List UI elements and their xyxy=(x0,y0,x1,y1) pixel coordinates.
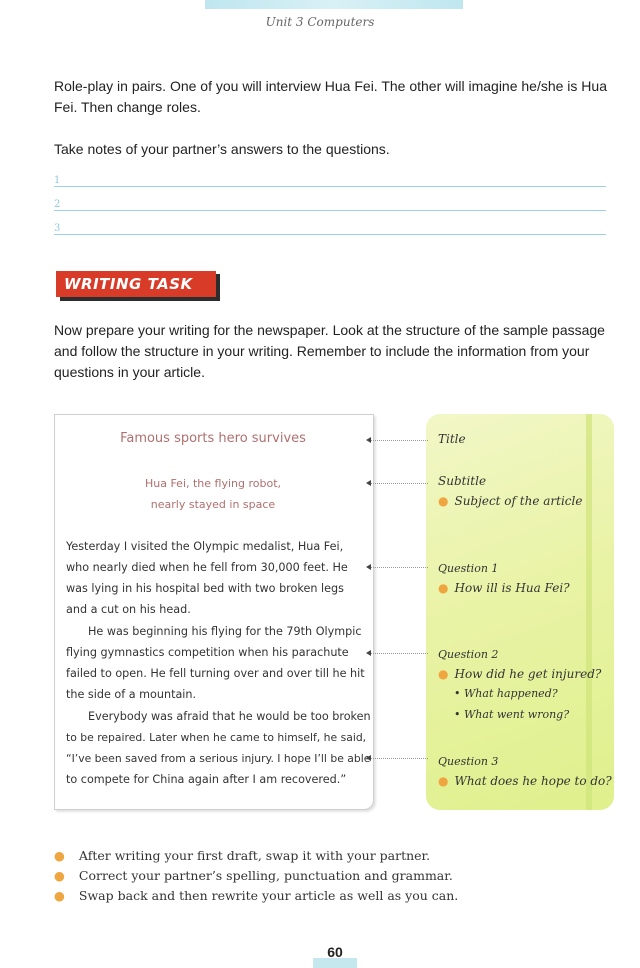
annotation-question-2: Question 2 xyxy=(438,648,499,661)
leader-arrow-question-1 xyxy=(368,567,428,568)
unit-header: Unit 3 Computers xyxy=(265,15,375,29)
sample-body-line: to compete for China again after I am recovered.” xyxy=(66,773,347,786)
annotation-subtitle: Subtitle xyxy=(438,474,487,488)
tip-bullet: ● Correct your partner’s spelling, punctuation and grammar. xyxy=(54,868,453,883)
writing-task-banner xyxy=(56,271,220,301)
sample-body-line: failed to open. He fell turning over and over till he hit xyxy=(66,667,365,680)
notes-line-1[interactable] xyxy=(54,170,606,187)
page-number: 60 xyxy=(327,944,343,960)
sample-body-line: the side of a mountain. xyxy=(66,688,197,701)
leader-arrow-question-3 xyxy=(368,758,428,759)
small-bullet-icon: • xyxy=(454,708,464,721)
leader-arrow-subtitle xyxy=(368,483,428,484)
annotation-question-2-sub-1: • What happened? xyxy=(454,687,558,700)
sample-subtitle-line-1: Hua Fei, the flying robot, xyxy=(144,477,282,490)
annotation-question-1-note: ● How ill is Hua Fei? xyxy=(438,581,570,595)
sample-body-line: Yesterday I visited the Olympic medalist, Hua Fei, xyxy=(66,540,344,553)
annotation-question-3: Question 3 xyxy=(438,755,499,768)
bullet-dot-icon: ● xyxy=(54,848,65,863)
small-bullet-icon: • xyxy=(454,687,464,700)
annotation-question-1: Question 1 xyxy=(438,562,499,575)
tip-bullet: ● Swap back and then rewrite your article as well as you can. xyxy=(54,888,459,903)
writing-task-line-3: questions in your article. xyxy=(54,364,205,380)
leader-arrow-title xyxy=(368,440,428,441)
notes-line-2[interactable] xyxy=(54,194,606,211)
annotation-question-3-note: ● What does he hope to do? xyxy=(438,774,612,788)
annotation-title: Title xyxy=(438,432,466,446)
sample-body-line: Everybody was afraid that he would be too broken xyxy=(88,710,371,723)
bullet-dot-icon: ● xyxy=(438,774,449,788)
annotation-subtitle-note: ● Subject of the article xyxy=(438,494,583,508)
sample-body-line: He was beginning his flying for the 79th Olympic xyxy=(88,625,362,638)
writing-task-label: WRITING TASK xyxy=(56,271,216,297)
sample-body-line: and a cut on his head. xyxy=(66,603,191,616)
sample-title: Famous sports hero survives xyxy=(120,431,306,446)
writing-task-line-1: Now prepare your writing for the newspaper. Look at the structure of the sample passage xyxy=(54,322,605,338)
sample-subtitle-line-2: nearly stayed in space xyxy=(150,498,276,511)
sample-body-line: was lying in his hospital bed with two broken legs xyxy=(66,582,344,595)
sample-body-line: “I’ve been saved from a serious injury. I hope I’ll be able xyxy=(66,752,371,765)
notes-line-number: 2 xyxy=(54,199,61,210)
roleplay-instruction-line-1: Role-play in pairs. One of you will interview Hua Fei. The other will imagine he/she is Hua xyxy=(54,78,607,94)
bullet-dot-icon: ● xyxy=(438,494,449,508)
leader-arrow-question-2 xyxy=(368,653,428,654)
annotation-question-2-note: ● How did he get injured? xyxy=(438,667,602,681)
notes-line-3[interactable] xyxy=(54,218,606,235)
sample-body-line: to be repaired. Later when he came to himself, he said, xyxy=(66,731,367,744)
tip-bullet: ● After writing your first draft, swap it with your partner. xyxy=(54,848,431,863)
header-band xyxy=(205,0,463,9)
notes-line-number: 1 xyxy=(54,175,61,186)
bullet-dot-icon: ● xyxy=(54,868,65,883)
roleplay-instruction-line-2: Fei. Then change roles. xyxy=(54,99,201,115)
sample-body-line: who nearly died when he fell from 30,000 feet. He xyxy=(66,561,348,574)
annotation-question-2-sub-2: • What went wrong? xyxy=(454,708,570,721)
bullet-dot-icon: ● xyxy=(438,581,449,595)
bullet-dot-icon: ● xyxy=(54,888,65,903)
notes-instruction: Take notes of your partner’s answers to the questions. xyxy=(54,141,390,157)
notes-line-number: 3 xyxy=(54,223,61,234)
bullet-dot-icon: ● xyxy=(438,667,449,681)
sample-body-line: flying gymnastics competition when his parachute xyxy=(66,646,349,659)
writing-task-line-2: and follow the structure in your writing. Remember to include the information from your xyxy=(54,343,590,359)
